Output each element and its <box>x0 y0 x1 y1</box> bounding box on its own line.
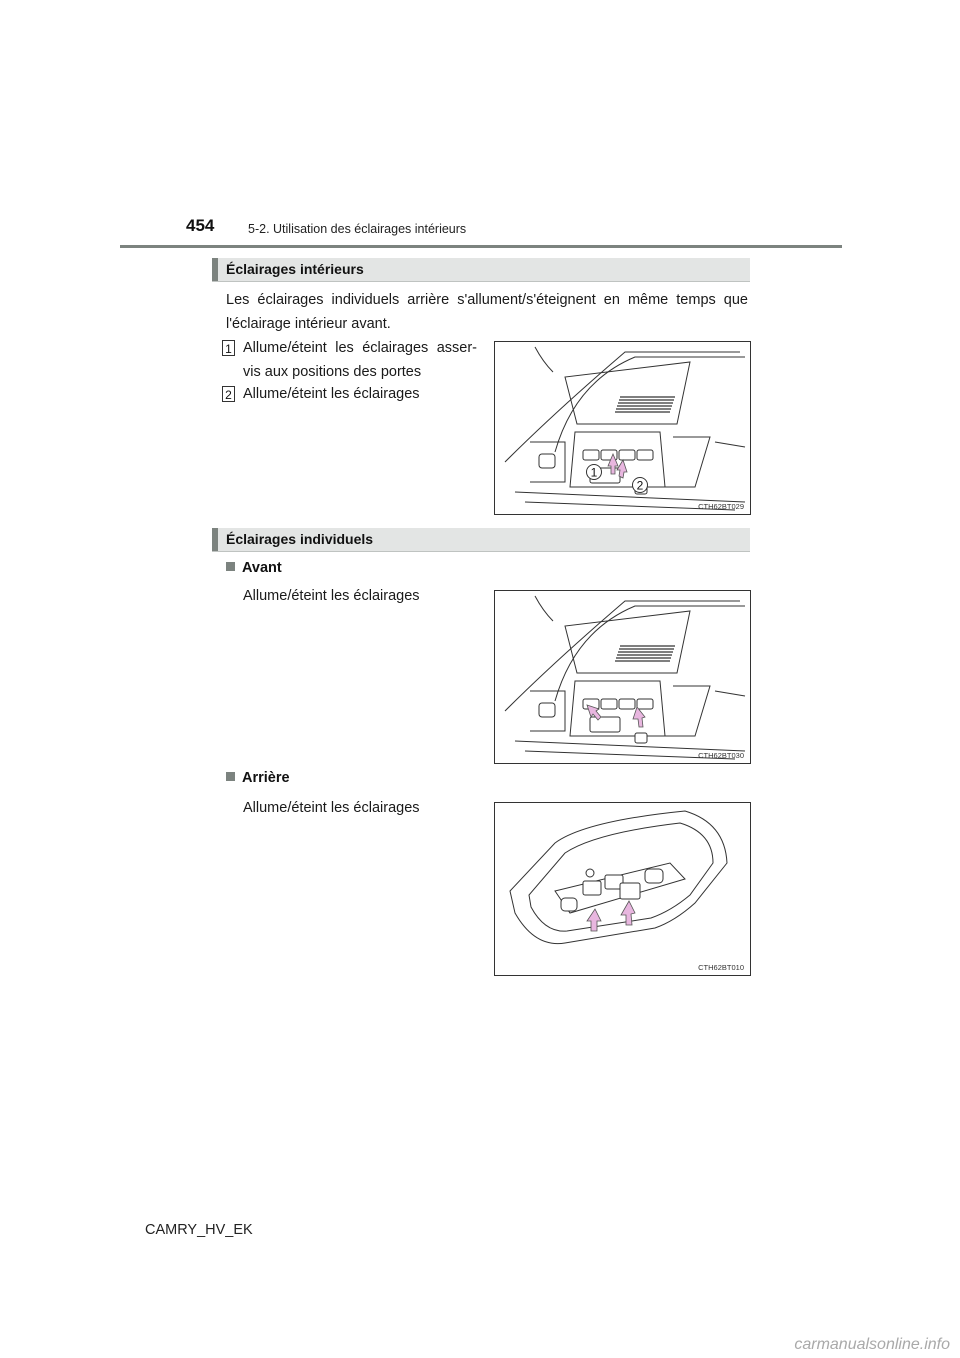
heading-interior-lights <box>212 258 750 282</box>
intro-line-2: l'éclairage intérieur avant. <box>226 316 391 332</box>
intro-paragraph <box>226 288 748 336</box>
header-rule <box>120 245 842 248</box>
section-title: 5-2. Utilisation des éclairages intérieurs <box>248 222 467 236</box>
figure-rear-console <box>494 802 751 976</box>
item-1-line-1: Allume/éteint les éclairages asser- <box>243 340 477 356</box>
square-bullet-icon <box>226 772 235 781</box>
subheading-rear <box>226 770 290 786</box>
figure-front-console-2-drawing <box>495 591 752 765</box>
front-text: Allume/éteint les éclairages <box>243 588 420 604</box>
item-number-1: 1 <box>222 340 235 356</box>
square-bullet-icon <box>226 562 235 571</box>
subheading-front-label: Avant <box>242 560 282 576</box>
rear-text: Allume/éteint les éclairages <box>243 800 420 816</box>
heading-individual-lights <box>212 528 750 552</box>
figure-rear-console-drawing <box>495 803 752 977</box>
figure-2-code: CTH62BT030 <box>698 751 744 760</box>
item-1-line-2: vis aux positions des portes <box>243 364 422 380</box>
heading-individual-lights-label: Éclairages individuels <box>226 531 374 547</box>
intro-line-1: Les éclairages individuels arrière s'allument/s'éteignent en même temps que <box>226 292 748 308</box>
subheading-front <box>226 560 282 576</box>
item-1-text <box>243 336 477 384</box>
footer-model: CAMRY_HV_EK <box>145 1222 253 1238</box>
watermark: carmanualsonline.info <box>794 1336 950 1353</box>
figure-front-console-1 <box>494 341 751 515</box>
page-number: 454 <box>186 216 215 235</box>
figure-front-console-2 <box>494 590 751 764</box>
item-2-text: Allume/éteint les éclairages <box>243 386 420 402</box>
figure-1-code: CTH62BT029 <box>698 502 744 511</box>
subheading-rear-label: Arrière <box>242 770 290 786</box>
figure-1-callout-1: 1 <box>590 465 598 480</box>
figure-3-code: CTH62BT010 <box>698 963 744 972</box>
heading-interior-lights-label: Éclairages intérieurs <box>226 261 364 277</box>
figure-1-callout-2: 2 <box>636 478 644 493</box>
item-number-2: 2 <box>222 386 235 402</box>
figure-front-console-1-drawing <box>495 342 752 516</box>
